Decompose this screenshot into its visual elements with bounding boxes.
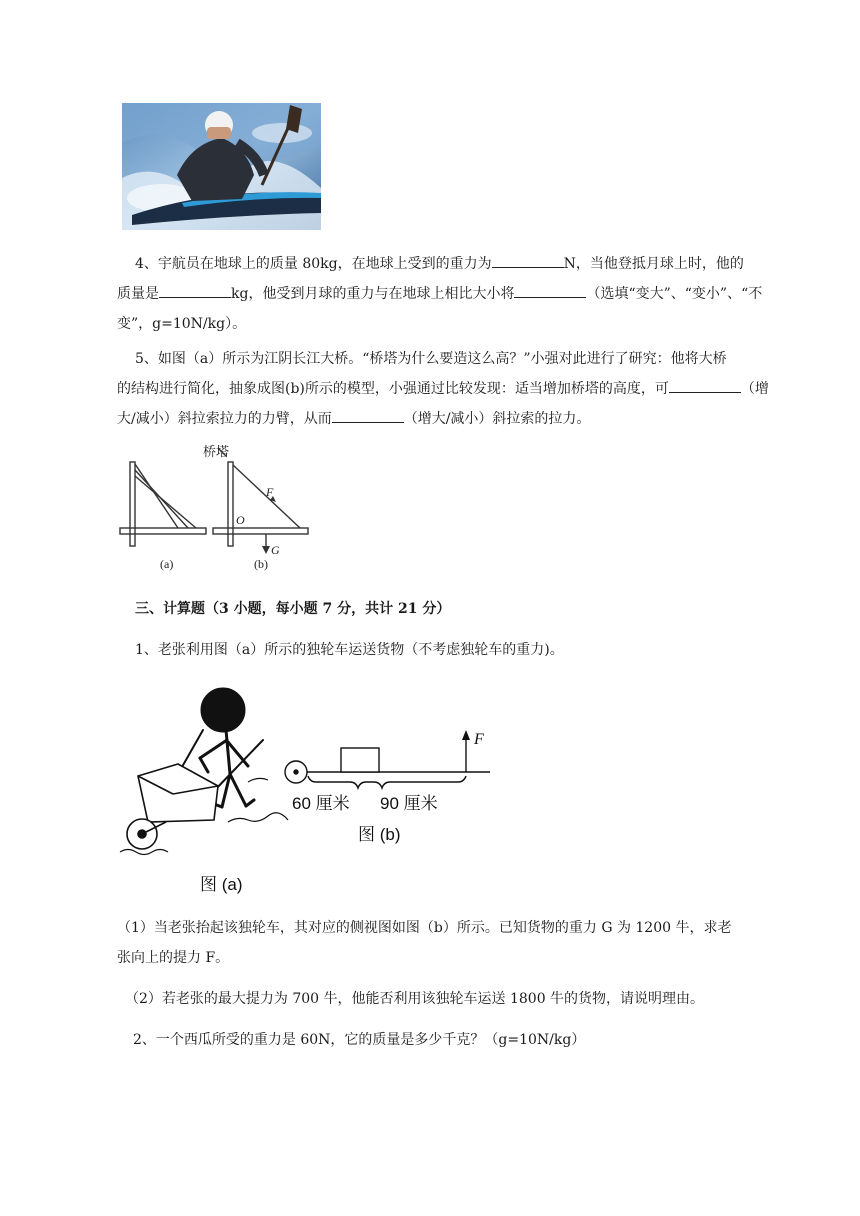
question-4: [117, 249, 807, 339]
distance-90: 90 厘米: [380, 794, 438, 813]
cargo-box: [341, 748, 379, 772]
c1-sub2: （2）若老张的最大提力为 700 牛，他能否利用该独轮车运送 1800 牛的货物，请说明理由。: [125, 991, 705, 1007]
caption-a: (a): [160, 557, 174, 571]
wheelbarrow-diagram: [118, 682, 498, 894]
c1-intro: 1、老张利用图（a）所示的独轮车运送货物（不考虑独轮车的重力)。: [135, 642, 564, 658]
q4-line2-a: 质量是: [117, 286, 159, 302]
weight-label: G: [271, 543, 280, 557]
calc-question-1: [117, 635, 807, 665]
q4-line1-a: 4、宇航员在地球上的质量 80kg，在地球上受到的重力为: [135, 256, 492, 272]
person-head: [202, 689, 244, 731]
question-5: [117, 344, 807, 434]
person-body: [226, 730, 230, 774]
q4-line2-b: kg，他受到月球的重力与在地球上相比大小将: [231, 286, 515, 302]
answer-blank[interactable]: [514, 283, 586, 298]
bridge-figure: [118, 440, 318, 575]
kayak-photo: [122, 103, 321, 230]
answer-blank[interactable]: [492, 253, 564, 268]
q5-line2-b: （增: [740, 381, 769, 397]
c2-text: 2、一个西瓜所受的重力是 60N，它的质量是多少千克？（g=10N/kg）: [133, 1032, 586, 1048]
calc-question-1-part-1: [117, 913, 807, 973]
bridge-diagram: [118, 440, 318, 575]
answer-blank[interactable]: [159, 283, 231, 298]
distance-60: 60 厘米: [292, 794, 350, 813]
wheelbarrow-figure: [118, 682, 498, 894]
pivot-label: O: [236, 513, 245, 527]
q4-line1-b: N，当他登抵月球上时，他的: [563, 256, 744, 272]
caption-fig-b: 图 (b): [358, 825, 401, 844]
deck-b: [213, 528, 308, 534]
calc-question-2: [117, 1025, 807, 1055]
q4-line3: 变”，g=10N/kg）。: [117, 316, 247, 332]
answer-blank[interactable]: [332, 408, 404, 423]
q5-line3-a: 大/减小）斜拉索拉力的力臂，从而: [117, 411, 332, 427]
q4-line2-c: （选填“变大”、“变小”、“不: [586, 286, 763, 302]
cart-force-label: F: [474, 731, 484, 748]
force-label: F: [266, 485, 274, 499]
c1-sub1-line1: （1）当老张抬起该独轮车，其对应的侧视图如图（b）所示。已知货物的重力 G 为 1200 牛，求老: [117, 920, 732, 936]
c1-sub1-line2: 张向上的提力 F。: [117, 950, 230, 966]
caption-fig-a: 图 (a): [200, 875, 243, 894]
q5-line2-a: 的结构进行简化，抽象成图(b)所示的模型，小强通过比较发现：适当增加桥塔的高度，可: [117, 381, 669, 397]
calc-question-1-part-2: [117, 984, 807, 1014]
q5-line1: 5、如图（a）所示为江阴长江大桥。“桥塔为什么要造这么高？”小强对此进行了研究：他将大桥: [135, 351, 727, 367]
caption-b: (b): [254, 557, 268, 571]
tower-label: 桥塔: [203, 444, 230, 459]
deck-a: [120, 528, 206, 534]
answer-blank[interactable]: [669, 378, 741, 393]
q5-line3-b: （增大/减小）斜拉索的拉力。: [403, 411, 591, 427]
section-heading: 三、计算题（3 小题，每小题 7 分，共计 21 分）: [135, 601, 451, 617]
